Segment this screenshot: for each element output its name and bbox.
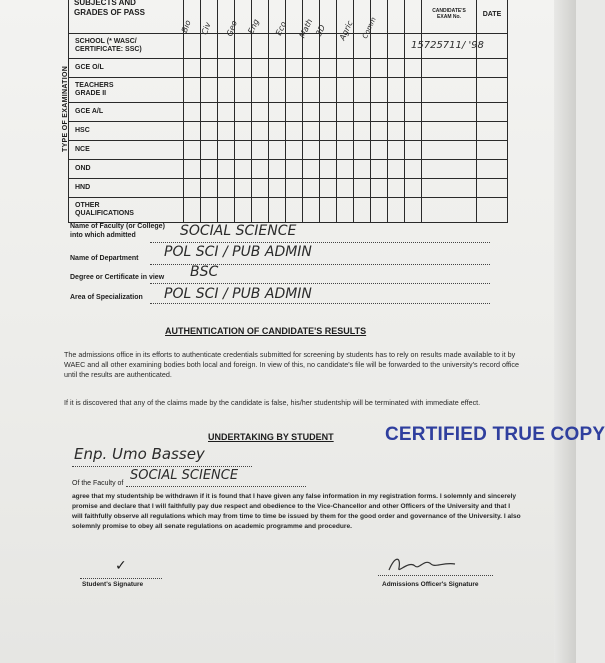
specialization-label: Area of Specialization: [70, 294, 143, 301]
subject-col-6: Math: [297, 17, 315, 40]
candidate-exam-no: 15725711/ '98: [411, 40, 484, 51]
row-label-gce-ol: GCE O/L: [69, 59, 184, 78]
degree-value: BSC: [190, 264, 219, 280]
row-label-other: OTHER QUALIFICATIONS: [69, 198, 184, 223]
results-grid: [68, 0, 508, 223]
subjects-header: SUBJECTS AND GRADES OF PASS: [74, 0, 145, 17]
row-label-hnd: HND: [69, 179, 184, 198]
admissions-officer-signature: [385, 552, 465, 578]
row-label-teachers: TEACHERS GRADE II: [69, 78, 184, 103]
certified-true-copy-stamp: CERTIFIED TRUE COPY: [385, 424, 605, 445]
faculty-label: Name of Faculty (or College) into which admitted: [70, 223, 165, 239]
row-label-school-cert: SCHOOL (* WASC/ CERTIFICATE: SSC): [69, 34, 184, 59]
row-label-hsc: HSC: [69, 122, 184, 141]
false-claims-paragraph: If it is discovered that any of the claims made by the candidate is false, his/her studentship will be terminated with immediate effect.: [64, 398, 481, 407]
department-value: POL SCI / PUB ADMIN: [164, 244, 312, 260]
authentication-heading: AUTHENTICATION OF CANDIDATE'S RESULTS: [165, 326, 367, 336]
candidate-exam-no-header: CANDIDATE'S EXAM No.: [422, 0, 477, 34]
subject-col-5: Eco: [274, 20, 289, 37]
undertaking-paragraph: agree that my studentship be withdrawn if it is found that I have given any false information in my registration forms. I solemnly and sincerely promise and declare that I will faithfully pay due respect and obedience to the Vice-Chancellor and other Officers of the University and that I will faithfully observe all regulations which may from time to time be issued by them for the good order and governance of the University. I also solemnly promise to obey all senate regulations on academic programme and procedure.: [72, 493, 521, 530]
subject-col-1: Bio: [179, 19, 193, 34]
type-of-examination-label: TYPE OF EXAMINATION: [62, 65, 69, 152]
department-label: Name of Department: [70, 255, 139, 262]
paper-edge: [554, 0, 576, 663]
subject-col-2: Civ: [199, 21, 213, 36]
undertaking-heading: UNDERTAKING BY STUDENT: [208, 432, 334, 442]
authentication-paragraph: The admissions office in its efforts to authenticate credentials submitted for screening by students has to rely on results made available to it by WAEC and all other examining bodies both local and foreign. In view of this, no candidate's file will be forwarded to the university's record office until the results are authenticated.: [64, 350, 520, 379]
admissions-officer-signature-label: Admissions Officer's Signature: [382, 581, 479, 588]
faculty-undertaking-value: SOCIAL SCIENCE: [130, 468, 239, 483]
subject-col-9: Comm: [360, 15, 378, 41]
faculty-value: SOCIAL SCIENCE: [180, 223, 297, 239]
student-name: Enp. Umo Bassey: [74, 445, 205, 463]
row-label-gce-al: GCE A/L: [69, 103, 184, 122]
specialization-value: POL SCI / PUB ADMIN: [164, 286, 312, 302]
date-header: DATE: [477, 0, 508, 34]
degree-label: Degree or Certificate in view: [70, 274, 165, 281]
subject-col-3: Geo: [225, 19, 239, 38]
students-signature-label: Student's Signature: [82, 581, 144, 588]
row-label-nce: NCE: [69, 141, 184, 160]
student-signature-mark: ✓: [115, 558, 127, 574]
subject-col-4: Eng: [246, 17, 261, 36]
of-the-faculty-label: Of the Faculty of: [72, 480, 124, 487]
row-label-ond: OND: [69, 160, 184, 179]
subject-col-8: Agric: [337, 19, 355, 42]
subject-col-7: 3D: [314, 23, 328, 38]
